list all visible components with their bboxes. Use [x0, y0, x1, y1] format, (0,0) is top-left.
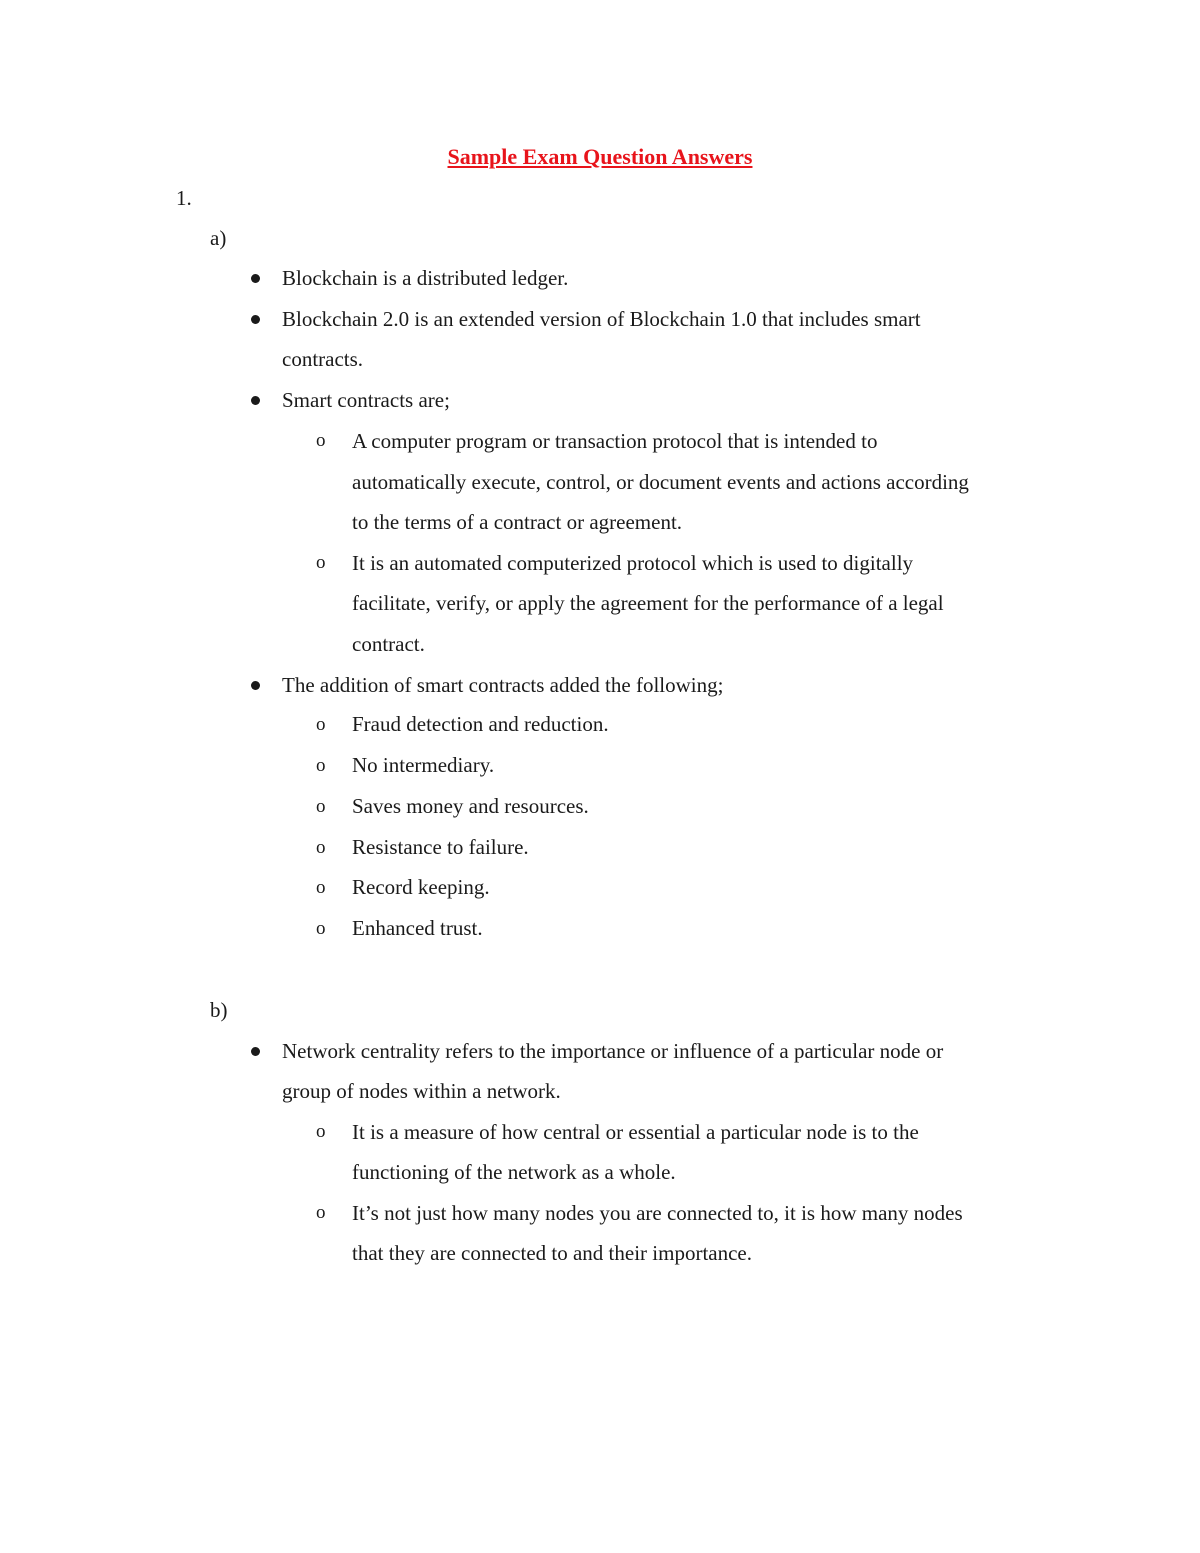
sub-bullet-text: It is a measure of how central or essential a particular node is to the: [352, 1120, 919, 1144]
part-b-label: b): [210, 998, 228, 1022]
sub-bullet-text: A computer program or transaction protocol that is intended to: [352, 429, 878, 453]
bullet-text: Blockchain 2.0 is an extended version of Blockchain 1.0 that includes smart: [282, 307, 921, 331]
bullet-icon: [251, 396, 260, 405]
question-number: 1.: [176, 186, 192, 210]
sub-bullet-text: It’s not just how many nodes you are connected to, it is how many nodes: [352, 1201, 963, 1225]
sub-bullet-icon: o: [316, 877, 326, 898]
sub-bullet-icon: o: [316, 837, 326, 858]
sub-bullet-icon: o: [316, 1121, 326, 1142]
sub-bullet-icon: o: [316, 714, 326, 735]
sub-bullet-text-continued: facilitate, verify, or apply the agreement for the performance of a legal: [352, 591, 944, 615]
part-a-label: a): [210, 226, 227, 250]
bullet-icon: [251, 681, 260, 690]
sub-bullet-icon: o: [316, 1202, 326, 1223]
list-item: No intermediary.: [352, 753, 495, 777]
sub-bullet-text-continued: automatically execute, control, or document events and actions according: [352, 470, 969, 494]
sub-bullet-text-continued: functioning of the network as a whole.: [352, 1160, 676, 1184]
bullet-text: The addition of smart contracts added the following;: [282, 673, 724, 697]
bullet-text: Blockchain is a distributed ledger.: [282, 266, 569, 290]
bullet-text: Network centrality refers to the importance or influence of a particular node or: [282, 1039, 944, 1063]
bullet-text-continued: group of nodes within a network.: [282, 1079, 561, 1103]
list-item: Saves money and resources.: [352, 794, 589, 818]
list-item: Fraud detection and reduction.: [352, 712, 609, 736]
list-item: Enhanced trust.: [352, 916, 483, 940]
bullet-icon: [251, 315, 260, 324]
sub-bullet-icon: o: [316, 430, 326, 451]
sub-bullet-icon: o: [316, 552, 326, 573]
document-title: Sample Exam Question Answers: [447, 144, 753, 169]
sub-bullet-icon: o: [316, 755, 326, 776]
sub-bullet-text: It is an automated computerized protocol which is used to digitally: [352, 551, 914, 575]
bullet-text: Smart contracts are;: [282, 388, 450, 412]
list-item: Resistance to failure.: [352, 835, 529, 859]
sub-bullet-icon: o: [316, 796, 326, 817]
sub-bullet-text-continued: that they are connected to and their importance.: [352, 1241, 752, 1265]
sub-bullet-icon: o: [316, 918, 326, 939]
bullet-icon: [251, 274, 260, 283]
sub-bullet-text-continued: contract.: [352, 632, 425, 656]
bullet-text-continued: contracts.: [282, 347, 364, 371]
sub-bullet-text-continued: to the terms of a contract or agreement.: [352, 510, 683, 534]
bullet-icon: [251, 1047, 260, 1056]
list-item: Record keeping.: [352, 875, 490, 899]
